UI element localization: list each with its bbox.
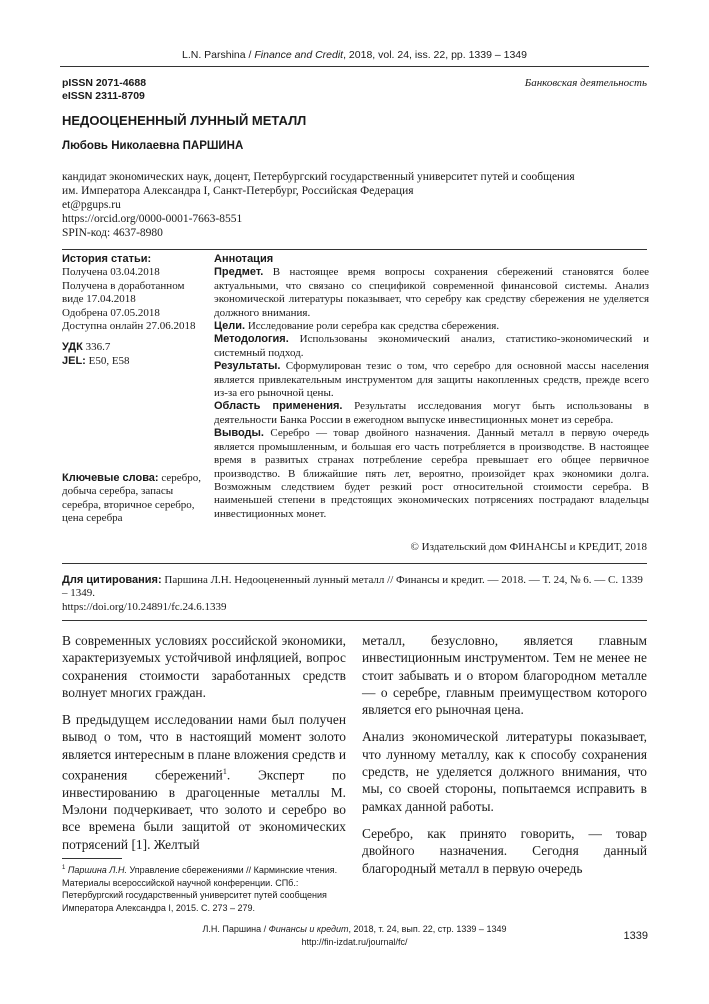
author-email[interactable]: et@pgups.ru	[62, 199, 121, 211]
history-heading: История статьи:	[62, 253, 152, 265]
rubric: Банковская деятельность	[524, 77, 647, 89]
footer-url[interactable]: http://fin-izdat.ru/journal/fc/	[301, 936, 408, 947]
abstract-scope	[214, 400, 649, 427]
history-approved: Одобрена 07.05.2018	[62, 306, 160, 319]
author-spin: SPIN-код: 4637-8980	[62, 227, 163, 239]
header-divider	[60, 66, 649, 67]
abstract-results	[214, 360, 649, 400]
keywords-label: Ключевые слова:	[62, 472, 159, 484]
copyright: © Издательский дом ФИНАНСЫ и КРЕДИТ, 2018	[410, 541, 647, 553]
conclusions-label: Выводы.	[214, 427, 264, 440]
eissn: eISSN 2311-8709	[62, 90, 145, 102]
abstract-conclusions	[214, 427, 649, 521]
body-text: . Эксперт по инвестированию в драгоценные металлы М. Мэлони подчеркивает, что золото и серебро во все времена были защитой от экономических потрясений [1]. Желтый	[62, 767, 346, 852]
abstract-heading: Аннотация	[214, 253, 274, 265]
footnote-divider	[62, 858, 122, 859]
scope-text: Результаты исследования могут быть использованы в деятельности Банка России в ежегодном выпуске инвестиционных монет из серебра.	[214, 400, 649, 426]
running-header	[0, 49, 709, 61]
footnote-author: Паршина Л.Н.	[65, 865, 127, 875]
udc-label: УДК	[62, 341, 83, 354]
footnote-number: 1	[62, 865, 66, 871]
footnote-marker[interactable]: 1	[222, 767, 227, 777]
goal-text: Исследование роли серебра как средства сбережения.	[245, 320, 500, 333]
citation-doi-link[interactable]: https://doi.org/10.24891/fc.24.6.1339	[62, 600, 227, 613]
jel	[62, 355, 208, 368]
author-orcid[interactable]: https://orcid.org/0000-0001-7663-8551	[62, 213, 243, 225]
body-text: В предыдущем исследовании нами был получен вывод о том, что в настоящий момент золото является интересным в плане вложения средств и сохранения сбережений	[62, 712, 346, 783]
header-details: , 2018, vol. 24, iss. 22, pp. 1339 – 1349	[343, 49, 527, 61]
footnote-text: Управление сбережениями // Карминские чтения. Материалы всероссийской научной конференции. СПб.: Петербургский государственный университет путей сообщения Императора Александра I, 2015. С. 273 – 279.	[62, 865, 338, 913]
body-paragraph: Анализ экономической литературы показывает, что лунному металлу, как к способу сохранения средств, не уделяется должного внимания, что мы, со своей стороны, попытаемся исправить в рамках данной работы.	[362, 729, 647, 814]
citation-text: Паршина Л.Н. Недооцененный лунный металл // Финансы и кредит. — 2018. — Т. 24, № 6. — С. 1339 – 1349.	[62, 574, 643, 600]
body-paragraph	[62, 711, 346, 853]
footer-details: , 2018, т. 24, вып. 22, стр. 1339 – 1349	[348, 924, 507, 934]
conclusions-text: Серебро — товар двойного назначения. Данный металл в первую очередь является промышленным, и большая его часть потребляется в производстве. В настоящее время в развитых странах потребление серебра превышает его общее первичное производство. В ближайшие пять лет, вероятно, произойдет крах экономики долга. Возможным следствием будет резкий рост относительной стоимости серебра. В наименьшей степени в предстоящих экономических потрясениях пострадают владельцы инвестиционных монет.	[214, 427, 649, 520]
abstract-method	[214, 333, 649, 360]
udc	[62, 341, 208, 354]
jel-label: JEL:	[62, 354, 86, 367]
method-text: Использованы экономический анализ, статистико-экономический и системный подход.	[214, 333, 649, 359]
footer-journal: Финансы и кредит	[268, 924, 349, 934]
page-number: 1339	[623, 930, 648, 942]
body-paragraph: Серебро, как принято говорить, — товар двойного назначения. Сегодня данный благородный металл в первую очередь	[362, 825, 647, 876]
goal-label: Цели.	[214, 320, 246, 333]
keywords	[62, 472, 210, 526]
results-text: Сформулирован тезис о том, что серебро для основной массы населения является привлекательным инструментом для защиты накопленных средств, прежде всего из-за его рыночной цены.	[214, 360, 649, 400]
body-column-left	[62, 632, 346, 863]
author-name: Любовь Николаевна ПАРШИНА	[62, 140, 244, 152]
header-authors: L.N. Parshina /	[182, 49, 255, 61]
history-received: Получена 03.04.2018	[62, 266, 160, 279]
affiliation-line-2: им. Императора Александра I, Санкт-Петербург, Российская Федерация	[62, 185, 414, 197]
abstract-bottom-divider	[62, 563, 647, 564]
header-journal: Finance and Credit	[254, 49, 344, 61]
pissn: pISSN 2071-4688	[62, 77, 147, 89]
results-label: Результаты.	[214, 360, 281, 373]
jel-value: E50, E58	[85, 354, 130, 367]
footer-authors: Л.Н. Паршина /	[202, 924, 269, 934]
citation-divider	[62, 620, 647, 621]
affiliation	[62, 170, 652, 240]
affiliation-line-1: кандидат экономических наук, доцент, Петербургский государственный университет путей и сообщения	[62, 171, 575, 183]
subject-text: В настоящее время вопросы сохранения сбережений становятся более актуальными, что связано со спецификой современной финансовой системы. Анализ экономической литературы показывает, что серебру как средству сбережения не уделяется должного внимания.	[214, 266, 649, 319]
article-title: НЕДООЦЕНЕННЫЙ ЛУННЫЙ МЕТАЛЛ	[62, 113, 307, 128]
method-label: Методология.	[214, 333, 289, 346]
footnote	[62, 862, 346, 914]
body-paragraph: металл, безусловно, является главным инвестиционным инструментом. Тем не менее не стоит забывать и о втором благородном металле — о серебре, главным преимуществом которого является его рыночная цена.	[362, 633, 647, 718]
issn-block	[62, 77, 146, 103]
abstract	[214, 253, 649, 521]
article-history	[62, 253, 208, 368]
citation-label: Для цитирования:	[62, 574, 162, 586]
body-column-right	[362, 632, 647, 887]
keywords-value: серебро, добыча серебра, запасы серебра, вторичное серебро, цена серебра	[62, 472, 201, 525]
history-online: Доступна онлайн 27.06.2018	[62, 320, 196, 333]
abstract-goal	[214, 320, 649, 333]
subject-label: Предмет.	[214, 266, 264, 279]
citation	[62, 574, 647, 614]
abstract-top-divider	[62, 249, 647, 250]
scope-label: Область применения.	[214, 400, 343, 413]
body-paragraph: В современных условиях российской экономики, характеризуемых устойчивой инфляцией, вопрос сохранения стоимости заработанных средств волнует многих граждан.	[62, 633, 346, 700]
running-footer	[0, 923, 709, 948]
history-revised: Получена в доработанном виде 17.04.2018	[62, 279, 185, 306]
udc-value: 336.7	[82, 341, 111, 354]
abstract-subject	[214, 266, 649, 320]
